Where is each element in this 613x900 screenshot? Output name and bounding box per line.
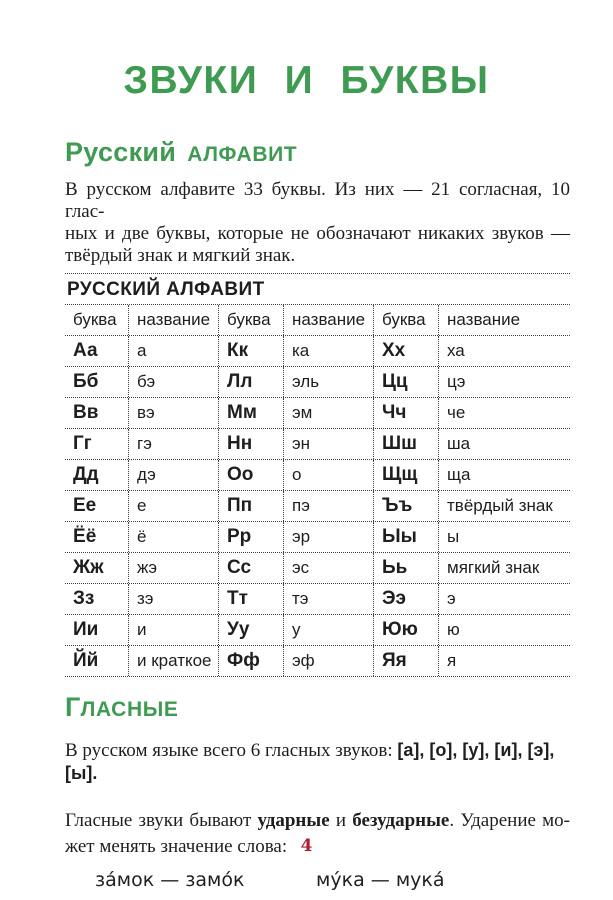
letter-cell: Кк bbox=[218, 336, 283, 366]
letter-cell: Шш bbox=[373, 429, 438, 459]
name-cell: ю bbox=[438, 615, 570, 645]
name-cell: и краткое bbox=[128, 646, 218, 676]
alphabet-table bbox=[65, 273, 570, 677]
letter-cell: Чч bbox=[373, 398, 438, 428]
table-body bbox=[65, 336, 570, 677]
name-cell: твёрдый знак bbox=[438, 491, 570, 521]
page-title: ЗВУКИ И БУКВЫ bbox=[123, 59, 490, 102]
header-cell-name: название bbox=[438, 305, 570, 335]
page-content bbox=[0, 138, 613, 891]
letter-cell: Ии bbox=[73, 619, 99, 641]
letter-cell: Бб bbox=[73, 371, 99, 393]
name-cell: о bbox=[283, 460, 373, 490]
name-cell: ша bbox=[438, 429, 570, 459]
letter-cell: Мм bbox=[218, 398, 283, 428]
stress-line bbox=[65, 808, 570, 834]
letter-cell: Сс bbox=[218, 553, 283, 583]
header-cell-letter: буква bbox=[373, 305, 438, 335]
name-cell: у bbox=[283, 615, 373, 645]
example-word-pair: му́ка — мука́ bbox=[316, 868, 445, 891]
heading-word-main: Русский bbox=[65, 137, 177, 168]
header-cell-letter: буква bbox=[73, 310, 117, 330]
name-cell: зэ bbox=[128, 584, 218, 614]
section-heading-alphabet bbox=[65, 138, 570, 166]
table-row bbox=[65, 336, 570, 367]
sentence-prefix: В русском языке всего 6 гласных звуков: bbox=[65, 739, 398, 761]
heading-word-caps: ЛАСНЫЕ bbox=[80, 698, 179, 722]
name-cell: эн bbox=[283, 429, 373, 459]
letter-cell: Вв bbox=[73, 402, 99, 424]
table-row bbox=[65, 584, 570, 615]
heading-word-main: Г bbox=[65, 692, 81, 723]
bold-term: безударные bbox=[352, 809, 450, 831]
name-cell: гэ bbox=[128, 429, 218, 459]
name-cell: пэ bbox=[283, 491, 373, 521]
intro-line: В русском алфавите 33 буквы. Из них — 21 согласная, 10 глас- bbox=[65, 179, 570, 223]
letter-cell: Фф bbox=[218, 646, 283, 676]
section-heading-vowels bbox=[65, 693, 570, 721]
table-title: РУССКИЙ АЛФАВИТ bbox=[65, 273, 570, 305]
bold-term: ударные bbox=[257, 809, 330, 831]
table-row bbox=[65, 398, 570, 429]
name-cell: жэ bbox=[128, 553, 218, 583]
name-cell: э bbox=[438, 584, 570, 614]
letter-cell: Рр bbox=[218, 522, 283, 552]
name-cell: цэ bbox=[438, 367, 570, 397]
letter-cell: Ее bbox=[73, 495, 97, 517]
table-row bbox=[65, 646, 570, 677]
letter-cell: Пп bbox=[218, 491, 283, 521]
name-cell: ы bbox=[438, 522, 570, 552]
name-cell: эм bbox=[283, 398, 373, 428]
letter-cell: Хх bbox=[373, 336, 438, 366]
text-segment: Гласные звуки бывают bbox=[65, 809, 258, 831]
letter-cell: Юю bbox=[373, 615, 438, 645]
name-cell: ка bbox=[283, 336, 373, 366]
letter-cell: Йй bbox=[73, 650, 99, 672]
name-cell: бэ bbox=[128, 367, 218, 397]
name-cell: я bbox=[438, 646, 570, 676]
table-row bbox=[65, 615, 570, 646]
name-cell: эль bbox=[283, 367, 373, 397]
letter-cell: Аа bbox=[73, 340, 98, 362]
letter-cell: Ьь bbox=[373, 553, 438, 583]
table-row bbox=[65, 522, 570, 553]
name-cell: ё bbox=[128, 522, 218, 552]
letter-cell: Яя bbox=[373, 646, 438, 676]
table-row bbox=[65, 367, 570, 398]
letter-cell: Жж bbox=[73, 557, 104, 579]
letter-cell: Ыы bbox=[373, 522, 438, 552]
name-cell: мягкий знак bbox=[438, 553, 570, 583]
letter-cell: Оо bbox=[218, 460, 283, 490]
example-word-pair: за́мок — замо́к bbox=[95, 868, 245, 891]
letter-cell: Дд bbox=[73, 464, 99, 486]
letter-cell: Уу bbox=[218, 615, 283, 645]
letter-cell: Лл bbox=[218, 367, 283, 397]
vowel-sounds-sentence bbox=[65, 739, 570, 785]
letter-cell: Ээ bbox=[373, 584, 438, 614]
header-cell-name: название bbox=[283, 305, 373, 335]
page-number: 4 bbox=[300, 836, 313, 856]
stress-examples bbox=[65, 869, 570, 891]
name-cell: эф bbox=[283, 646, 373, 676]
name-cell: ща bbox=[438, 460, 570, 490]
header-cell-letter: буква bbox=[218, 305, 283, 335]
table-row bbox=[65, 460, 570, 491]
name-cell: вэ bbox=[128, 398, 218, 428]
letter-cell: Тт bbox=[218, 584, 283, 614]
name-cell: че bbox=[438, 398, 570, 428]
name-cell: тэ bbox=[283, 584, 373, 614]
name-cell: и bbox=[128, 615, 218, 645]
name-cell: ха bbox=[438, 336, 570, 366]
stress-line: жет менять значение слова: bbox=[65, 835, 288, 857]
name-cell: е bbox=[128, 491, 218, 521]
name-cell: эр bbox=[283, 522, 373, 552]
table-row bbox=[65, 491, 570, 522]
table-row bbox=[65, 429, 570, 460]
letter-cell: Щщ bbox=[373, 460, 438, 490]
header-cell-name: название bbox=[128, 305, 218, 335]
name-cell: дэ bbox=[128, 460, 218, 490]
letter-cell: Нн bbox=[218, 429, 283, 459]
letter-cell: Ъъ bbox=[373, 491, 438, 521]
letter-cell: Зз bbox=[73, 588, 95, 610]
intro-paragraph bbox=[65, 179, 570, 267]
text-segment: и bbox=[329, 809, 353, 831]
intro-line: твёрдый знак и мягкий знак. bbox=[65, 245, 296, 267]
table-header-row bbox=[65, 305, 570, 336]
name-cell: а bbox=[128, 336, 218, 366]
letter-cell: Ёё bbox=[73, 526, 97, 548]
heading-word-caps: АЛФАВИТ bbox=[187, 143, 298, 167]
letter-cell: Цц bbox=[373, 367, 438, 397]
text-segment: . Ударение мо- bbox=[449, 809, 570, 831]
table-row bbox=[65, 553, 570, 584]
letter-cell: Гг bbox=[73, 433, 92, 455]
name-cell: эс bbox=[283, 553, 373, 583]
vowel-sounds-list: [а], [о], [у], [и], [э], [ы]. bbox=[65, 739, 555, 783]
intro-line: ных и две буквы, которые не обозначают никаких звуков — bbox=[65, 223, 570, 245]
